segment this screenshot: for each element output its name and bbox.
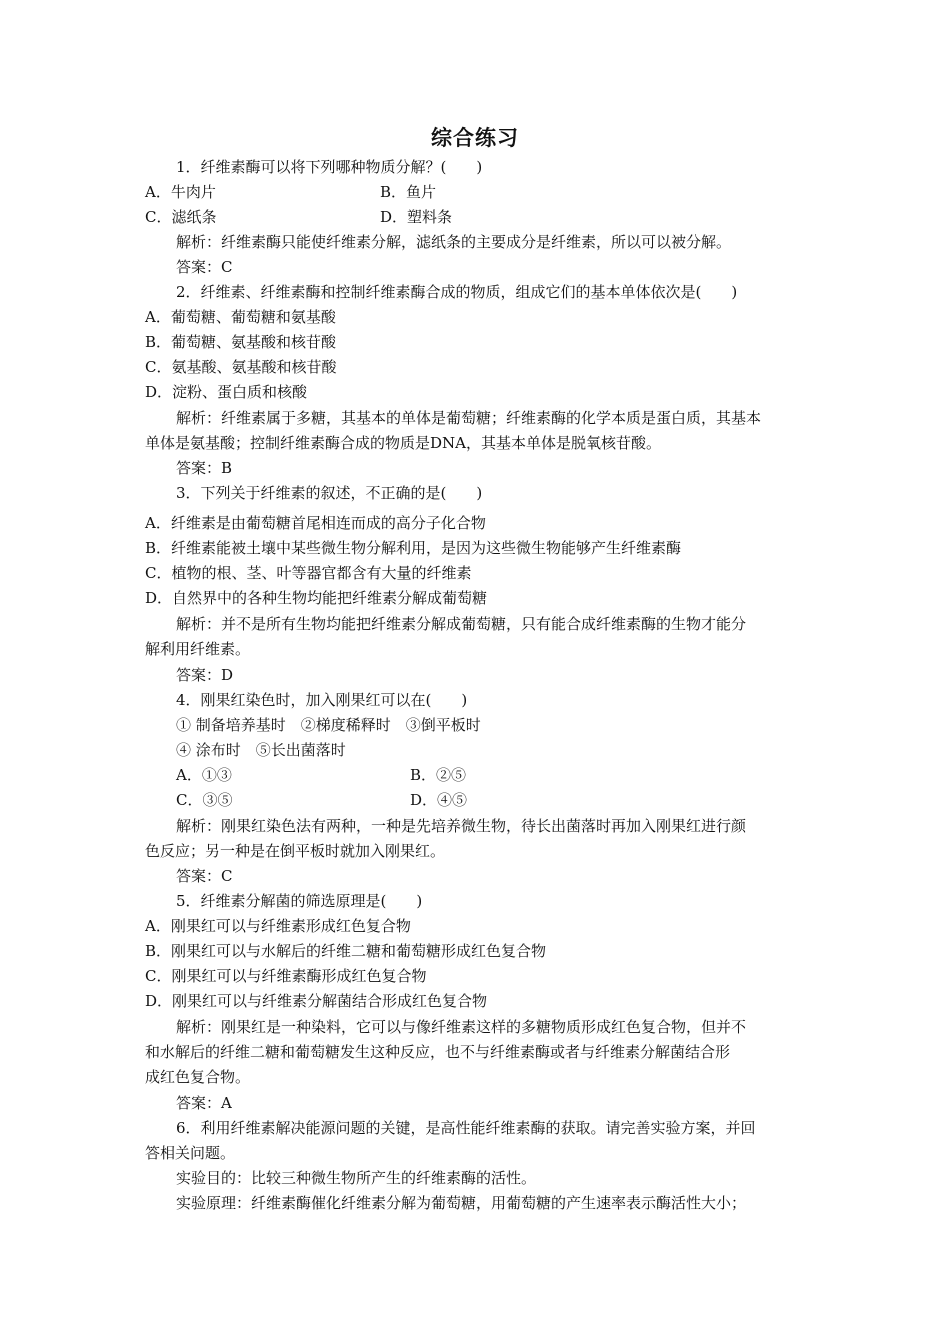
q2-option-a: A．葡萄糖、葡萄糖和氨基酸 xyxy=(145,308,336,326)
q4-option-b: B．②⑤ xyxy=(410,766,467,784)
q3-option-b: B．纤维素能被土壤中某些微生物分解利用，是因为这些微生物能够产生纤维素酶 xyxy=(145,539,682,557)
q4-option-c: C．③⑤ xyxy=(176,791,233,809)
q5-option-d: D．刚果红可以与纤维素分解菌结合形成红色复合物 xyxy=(145,992,488,1010)
q2-analysis-line1: 解析：纤维素属于多糖，其基本的单体是葡萄糖；纤维素酶的化学本质是蛋白质，其基本 xyxy=(176,409,762,427)
q3-option-a: A．纤维素是由葡萄糖首尾相连而成的高分子化合物 xyxy=(145,514,486,532)
q4-choices-line2: ④ 涂布时 ⑤长出菌落时 xyxy=(176,741,346,759)
q2-option-d: D．淀粉、蛋白质和核酸 xyxy=(145,383,308,401)
q3-option-c: C．植物的根、茎、叶等器官都含有大量的纤维素 xyxy=(145,564,472,582)
q2-option-c: C．氨基酸、氨基酸和核苷酸 xyxy=(145,358,337,376)
page-title: 综合练习 xyxy=(431,126,519,150)
q4-option-a: A．①③ xyxy=(176,766,232,784)
q3-analysis-line2: 解利用纤维素。 xyxy=(145,640,251,658)
q1-option-c: C．滤纸条 xyxy=(145,208,217,226)
q5-analysis-line2: 和水解后的纤维二糖和葡萄糖发生这种反应，也不与纤维素酶或者与纤维素分解菌结合形 xyxy=(145,1043,731,1061)
q1-option-a: A．牛肉片 xyxy=(145,183,216,201)
q5-answer: 答案：A xyxy=(176,1094,232,1112)
q4-answer: 答案：C xyxy=(176,867,233,885)
q3-stem: 3．下列关于纤维素的叙述，不正确的是( ) xyxy=(176,484,483,502)
q1-answer: 答案：C xyxy=(176,258,233,276)
q6-stem-line2: 答相关问题。 xyxy=(145,1144,236,1162)
q5-analysis-line1: 解析：刚果红是一种染料，它可以与像纤维素这样的多糖物质形成红色复合物，但并不 xyxy=(176,1018,747,1036)
q5-option-b: B．刚果红可以与水解后的纤维二糖和葡萄糖形成红色复合物 xyxy=(145,942,547,960)
q5-option-a: A．刚果红可以与纤维素形成红色复合物 xyxy=(145,917,411,935)
q4-stem: 4．刚果红染色时，加入刚果红可以在( ) xyxy=(176,691,468,709)
q6-stem-line1: 6．利用纤维素解决能源问题的关键，是高性能纤维素酶的获取。请完善实验方案，并回 xyxy=(176,1119,756,1137)
q4-analysis-line2: 色反应；另一种是在倒平板时就加入刚果红。 xyxy=(145,842,446,860)
q1-stem: 1．纤维素酶可以将下列哪种物质分解？( ) xyxy=(176,158,483,176)
q5-stem: 5．纤维素分解菌的筛选原理是( ) xyxy=(176,892,423,910)
q1-option-b: B．鱼片 xyxy=(380,183,437,201)
q6-principle: 实验原理：纤维素酶催化纤维素分解为葡萄糖，用葡萄糖的产生速率表示酶活性大小； xyxy=(176,1194,747,1212)
q3-option-d: D．自然界中的各种生物均能把纤维素分解成葡萄糖 xyxy=(145,589,488,607)
q4-choices-line1: ① 制备培养基时 ②梯度稀释时 ③倒平板时 xyxy=(176,716,481,734)
q6-purpose: 实验目的：比较三种微生物所产生的纤维素酶的活性。 xyxy=(176,1169,537,1187)
q4-analysis-line1: 解析：刚果红染色法有两种，一种是先培养微生物，待长出菌落时再加入刚果红进行颜 xyxy=(176,817,747,835)
q2-answer: 答案：B xyxy=(176,459,233,477)
q5-option-c: C．刚果红可以与纤维素酶形成红色复合物 xyxy=(145,967,427,985)
q2-analysis-line2: 单体是氨基酸；控制纤维素酶合成的物质是DNA，其基本单体是脱氧核苷酸。 xyxy=(145,434,661,452)
q5-analysis-line3: 成红色复合物。 xyxy=(145,1068,251,1086)
q4-option-d: D．④⑤ xyxy=(410,791,468,809)
q2-stem: 2．纤维素、纤维素酶和控制纤维素酶合成的物质，组成它们的基本单体依次是( ) xyxy=(176,283,738,301)
q1-analysis: 解析：纤维素酶只能使纤维素分解，滤纸条的主要成分是纤维素，所以可以被分解。 xyxy=(176,233,732,251)
q3-analysis-line1: 解析：并不是所有生物均能把纤维素分解成葡萄糖，只有能合成纤维素酶的生物才能分 xyxy=(176,615,747,633)
q1-option-d: D．塑料条 xyxy=(380,208,453,226)
q3-answer: 答案：D xyxy=(176,666,234,684)
q2-option-b: B．葡萄糖、氨基酸和核苷酸 xyxy=(145,333,337,351)
